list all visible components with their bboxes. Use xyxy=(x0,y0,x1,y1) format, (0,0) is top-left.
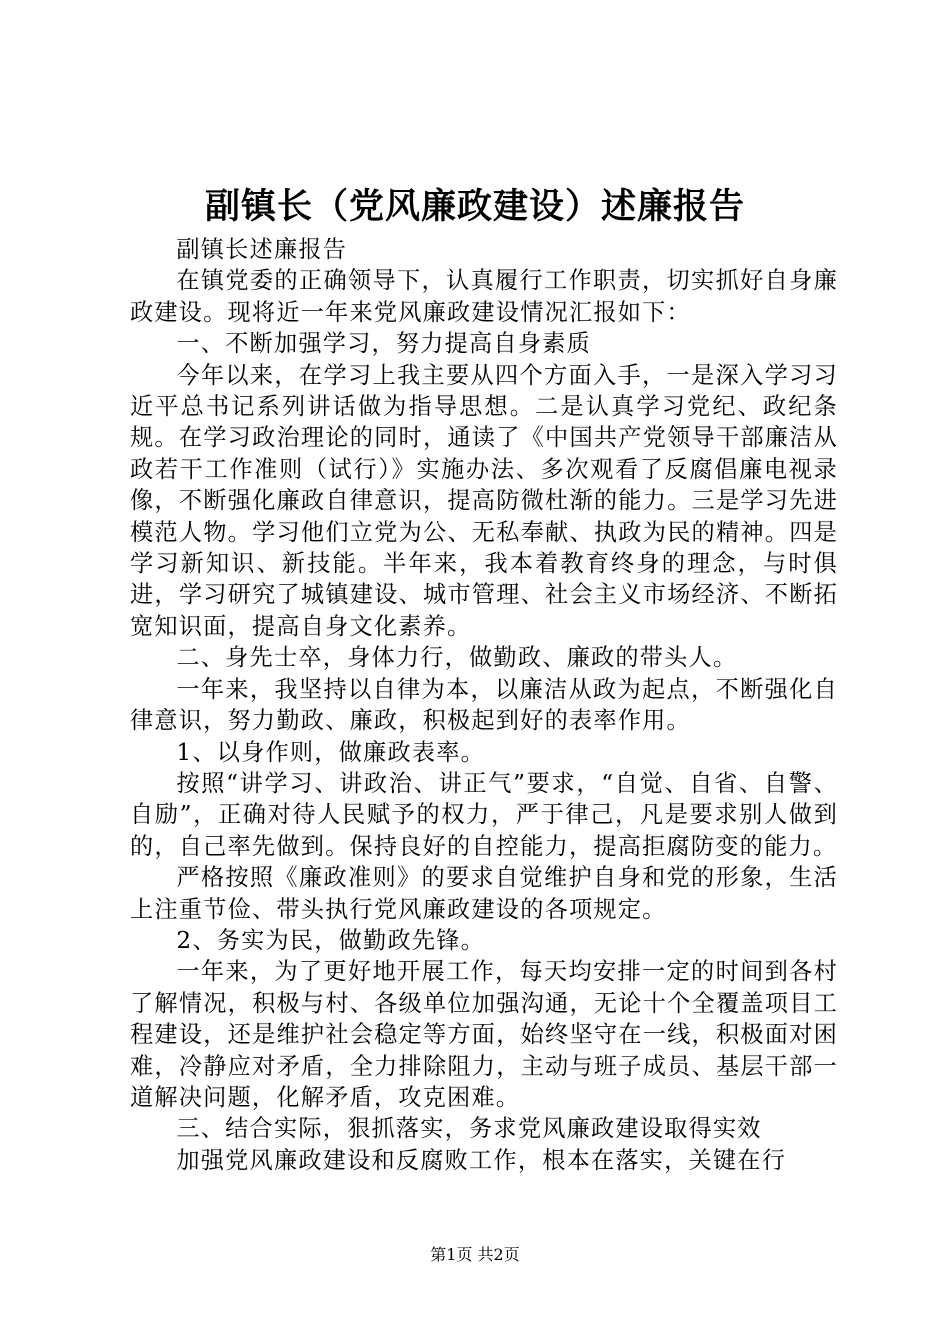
paragraph: 加强党风廉政建设和反腐败工作，根本在落实，关键在行 xyxy=(176,1146,787,1174)
subsection-heading: 1、以身作则，做廉政表率。 xyxy=(176,738,485,766)
paragraph: 一年来，为了更好地开展工作，每天均安排一定的时间到各村了解情况，积极与村、各级单位加强沟通，无论十个全覆盖项目工程建设，还是维护社会稳定等方面，始终坚守在一线，积极面对困难，冷静应对矛盾，全力排除阻力，主动与班子成员、基层干部一道解决问题，化解矛盾，攻克困难。 xyxy=(130,958,838,1111)
section-heading: 一、不断加强学习，努力提高自身素质 xyxy=(176,330,591,358)
paragraph: 在镇党委的正确领导下，认真履行工作职责，切实抓好自身廉政建设。现将近一年来党风廉政建设情况汇报如下： xyxy=(130,267,838,326)
document-title: 副镇长（党风廉政建设）述廉报告 xyxy=(204,186,745,227)
document-body xyxy=(130,234,838,1176)
page-footer: 第1页 共2页 xyxy=(430,1245,520,1264)
paragraph: 一年来，我坚持以自律为本，以廉洁从政为起点，不断强化自律意识，努力勤政、廉政，积极起到好的表率作用。 xyxy=(130,675,838,735)
section-heading: 三、结合实际，狠抓落实，务求党风廉政建设取得实效 xyxy=(176,1115,762,1143)
paragraph: 按照“讲学习、讲政治、讲正气”要求，“自觉、自省、自警、自励”，正确对待人民赋予的权力，严于律己，凡是要求别人做到的，自己率先做到。保持良好的自控能力，提高拒腐防变的能力。 xyxy=(130,769,838,860)
section-heading: 二、身先士卒，身体力行，做勤政、廉政的带头人。 xyxy=(176,644,738,672)
paragraph: 严格按照《廉政准则》的要求自觉维护自身和党的形象，生活上注重节俭、带头执行党风廉政建设的各项规定。 xyxy=(130,864,838,923)
paragraph: 今年以来，在学习上我主要从四个方面入手，一是深入学习习近平总书记系列讲话做为指导思想。二是认真学习党纪、政纪条规。在学习政治理论的同时，通读了《中国共产党领导干部廉洁从政若干工作准则（试行）》实施办法、多次观看了反腐倡廉电视录像，不断强化廉政自律意识，提高防微杜渐的能力。三是学习先进模范人物。学习他们立党为公、无私奉献、执政为民的精神。四是学习新知识、新技能。半年来，我本着教育终身的理念，与时俱进，学习研究了城镇建设、城市管理、社会主义市场经济、不断拓宽知识面，提高自身文化素养。 xyxy=(130,361,838,640)
paragraph: 副镇长述廉报告 xyxy=(176,236,348,263)
subsection-heading: 2、务实为民，做勤政先锋。 xyxy=(176,926,485,954)
